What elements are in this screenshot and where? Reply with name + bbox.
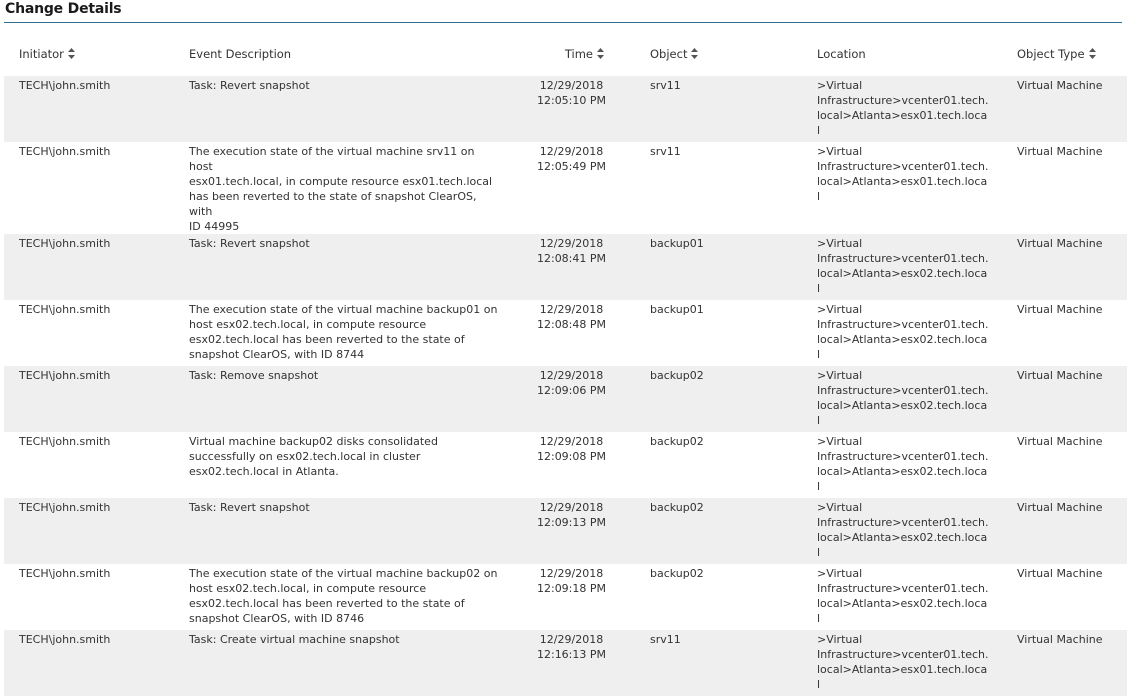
initiator-text: TECH\john.smith — [19, 567, 111, 580]
description-line: esx02.tech.local has been reverted to the state of — [189, 333, 465, 346]
table-row[interactable] — [4, 300, 1127, 366]
cell-object — [644, 630, 809, 696]
cell-location — [809, 498, 1009, 564]
initiator-text: TECH\john.smith — [19, 303, 111, 316]
date-text: 12/29/2018 — [539, 501, 604, 514]
cell-object — [644, 366, 809, 432]
initiator-text: TECH\john.smith — [19, 501, 111, 514]
sort-icon[interactable] — [1089, 48, 1096, 59]
description-line: Virtual machine backup02 disks consolidated — [189, 435, 438, 448]
cell-initiator — [4, 630, 189, 696]
cell-event-description — [189, 564, 499, 630]
cell-time — [499, 432, 644, 498]
table-header-row — [4, 32, 1127, 76]
description-line: host esx02.tech.local, in compute resource — [189, 318, 427, 331]
initiator-text: TECH\john.smith — [19, 633, 111, 646]
location-line: local>Atlanta>esx02.tech.loca — [817, 531, 988, 544]
location-line: Infrastructure>vcenter01.tech. — [817, 384, 989, 397]
object-type-text: Virtual Machine — [1017, 79, 1103, 92]
object-type-text: Virtual Machine — [1017, 145, 1103, 158]
description-line: esx02.tech.local in Atlanta. — [189, 465, 339, 478]
date-text: 12/29/2018 — [539, 435, 604, 448]
description-line: esx01.tech.local, in compute resource esx01.tech.local — [189, 175, 493, 188]
object-text: backup02 — [650, 435, 704, 448]
location-line: local>Atlanta>esx01.tech.loca — [817, 109, 988, 122]
cell-time — [499, 498, 644, 564]
cell-initiator — [4, 234, 189, 300]
description-line: ID 44995 — [189, 220, 240, 233]
cell-object-type — [1009, 300, 1127, 366]
time-text: 12:16:13 PM — [536, 648, 607, 661]
cell-event-description — [189, 498, 499, 564]
cell-location — [809, 300, 1009, 366]
location-line: l — [817, 546, 821, 559]
column-header-label: Location — [817, 47, 866, 61]
initiator-text: TECH\john.smith — [19, 435, 111, 448]
description-line: Task: Revert snapshot — [189, 501, 310, 514]
description-line: host esx02.tech.local, in compute resource — [189, 582, 427, 595]
date-text: 12/29/2018 — [539, 369, 604, 382]
column-header-label: Object — [650, 47, 688, 61]
cell-event-description — [189, 234, 499, 300]
cell-time — [499, 366, 644, 432]
cell-initiator — [4, 498, 189, 564]
location-line: local>Atlanta>esx02.tech.loca — [817, 597, 988, 610]
table-row[interactable] — [4, 564, 1127, 630]
cell-time — [499, 76, 644, 142]
time-text: 12:09:08 PM — [536, 450, 607, 463]
location-line: l — [817, 414, 821, 427]
column-header-time[interactable] — [499, 32, 644, 76]
cell-location — [809, 142, 1009, 234]
description-line: Task: Create virtual machine snapshot — [189, 633, 400, 646]
cell-event-description — [189, 76, 499, 142]
column-header-initiator[interactable] — [4, 32, 189, 76]
date-text: 12/29/2018 — [539, 79, 604, 92]
column-header-label: Time — [564, 47, 593, 61]
location-line: local>Atlanta>esx02.tech.loca — [817, 399, 988, 412]
date-text: 12/29/2018 — [539, 237, 604, 250]
cell-initiator — [4, 76, 189, 142]
change-details-table — [4, 32, 1127, 696]
cell-object — [644, 564, 809, 630]
object-type-text: Virtual Machine — [1017, 237, 1103, 250]
cell-time — [499, 300, 644, 366]
cell-object — [644, 498, 809, 564]
column-header-object-type[interactable] — [1009, 32, 1127, 76]
location-line: local>Atlanta>esx01.tech.loca — [817, 175, 988, 188]
location-line: l — [817, 612, 821, 625]
column-header-location — [809, 32, 1009, 76]
cell-location — [809, 234, 1009, 300]
cell-object-type — [1009, 76, 1127, 142]
time-text: 12:05:49 PM — [536, 160, 607, 173]
description-line: Task: Remove snapshot — [189, 369, 319, 382]
cell-event-description — [189, 432, 499, 498]
sort-icon[interactable] — [68, 48, 75, 59]
time-text: 12:09:18 PM — [536, 582, 607, 595]
table-row[interactable] — [4, 366, 1127, 432]
object-type-text: Virtual Machine — [1017, 303, 1103, 316]
object-text: backup02 — [650, 501, 704, 514]
object-text: backup02 — [650, 369, 704, 382]
location-line: Infrastructure>vcenter01.tech. — [817, 450, 989, 463]
location-line: Infrastructure>vcenter01.tech. — [817, 252, 989, 265]
location-line: l — [817, 190, 821, 203]
description-line: snapshot ClearOS, with ID 8744 — [189, 348, 365, 361]
object-text: backup01 — [650, 237, 704, 250]
date-text: 12/29/2018 — [539, 145, 604, 158]
location-line: >Virtual — [817, 237, 863, 250]
cell-object-type — [1009, 432, 1127, 498]
cell-event-description — [189, 630, 499, 696]
description-line: has been reverted to the state of snapshot ClearOS, with — [189, 190, 477, 218]
description-line: Task: Revert snapshot — [189, 237, 310, 250]
initiator-text: TECH\john.smith — [19, 145, 111, 158]
description-line: successfully on esx02.tech.local in cluster — [189, 450, 421, 463]
location-line: >Virtual — [817, 79, 863, 92]
location-line: Infrastructure>vcenter01.tech. — [817, 94, 989, 107]
cell-initiator — [4, 142, 189, 234]
title-divider — [4, 22, 1122, 23]
date-text: 12/29/2018 — [539, 633, 604, 646]
cell-object-type — [1009, 366, 1127, 432]
column-header-label: Event Description — [189, 47, 292, 61]
location-line: local>Atlanta>esx02.tech.loca — [817, 333, 988, 346]
cell-location — [809, 630, 1009, 696]
column-header-label: Object Type — [1017, 47, 1085, 61]
cell-object-type — [1009, 234, 1127, 300]
location-line: l — [817, 348, 821, 361]
location-line: local>Atlanta>esx02.tech.loca — [817, 465, 988, 478]
time-text: 12:09:06 PM — [536, 384, 607, 397]
description-line: The execution state of the virtual machine srv11 on host — [189, 145, 475, 173]
cell-location — [809, 432, 1009, 498]
cell-initiator — [4, 300, 189, 366]
location-line: l — [817, 124, 821, 137]
table-row[interactable] — [4, 234, 1127, 300]
object-type-text: Virtual Machine — [1017, 633, 1103, 646]
date-text: 12/29/2018 — [539, 303, 604, 316]
initiator-text: TECH\john.smith — [19, 79, 111, 92]
location-line: l — [817, 480, 821, 493]
table-row[interactable] — [4, 630, 1127, 696]
column-header-object[interactable] — [644, 32, 809, 76]
table-row[interactable] — [4, 432, 1127, 498]
location-line: >Virtual — [817, 435, 863, 448]
column-header-event-description — [189, 32, 499, 76]
cell-object-type — [1009, 564, 1127, 630]
cell-object-type — [1009, 498, 1127, 564]
page-title: Change Details — [5, 1, 122, 17]
cell-object — [644, 234, 809, 300]
location-line: >Virtual — [817, 369, 863, 382]
table-row[interactable] — [4, 498, 1127, 564]
object-text: srv11 — [650, 79, 681, 92]
location-line: Infrastructure>vcenter01.tech. — [817, 582, 989, 595]
cell-time — [499, 234, 644, 300]
time-text: 12:09:13 PM — [536, 516, 607, 529]
cell-initiator — [4, 564, 189, 630]
location-line: local>Atlanta>esx02.tech.loca — [817, 267, 988, 280]
description-line: esx02.tech.local has been reverted to the state of — [189, 597, 465, 610]
location-line: l — [817, 282, 821, 295]
column-header-label: Initiator — [19, 47, 64, 61]
object-type-text: Virtual Machine — [1017, 567, 1103, 580]
cell-object-type — [1009, 142, 1127, 234]
object-text: backup02 — [650, 567, 704, 580]
time-text: 12:05:10 PM — [536, 94, 607, 107]
cell-location — [809, 76, 1009, 142]
cell-object — [644, 142, 809, 234]
time-text: 12:08:48 PM — [536, 318, 607, 331]
description-line: The execution state of the virtual machine backup02 on — [189, 567, 498, 580]
table-row[interactable] — [4, 142, 1127, 234]
time-text: 12:08:41 PM — [536, 252, 607, 265]
object-text: srv11 — [650, 633, 681, 646]
sort-icon[interactable] — [691, 48, 698, 59]
cell-initiator — [4, 366, 189, 432]
table-row[interactable] — [4, 76, 1127, 142]
cell-time — [499, 564, 644, 630]
cell-object — [644, 432, 809, 498]
object-type-text: Virtual Machine — [1017, 501, 1103, 514]
cell-event-description — [189, 366, 499, 432]
initiator-text: TECH\john.smith — [19, 369, 111, 382]
cell-location — [809, 564, 1009, 630]
description-line: The execution state of the virtual machine backup01 on — [189, 303, 498, 316]
cell-event-description — [189, 142, 499, 234]
description-line: snapshot ClearOS, with ID 8746 — [189, 612, 365, 625]
object-type-text: Virtual Machine — [1017, 435, 1103, 448]
cell-object-type — [1009, 630, 1127, 696]
sort-icon[interactable] — [597, 48, 604, 59]
location-line: Infrastructure>vcenter01.tech. — [817, 516, 989, 529]
location-line: l — [817, 678, 821, 691]
date-text: 12/29/2018 — [539, 567, 604, 580]
cell-time — [499, 630, 644, 696]
location-line: >Virtual — [817, 501, 863, 514]
location-line: Infrastructure>vcenter01.tech. — [817, 318, 989, 331]
location-line: >Virtual — [817, 633, 863, 646]
location-line: >Virtual — [817, 145, 863, 158]
location-line: >Virtual — [817, 303, 863, 316]
initiator-text: TECH\john.smith — [19, 237, 111, 250]
description-line: Task: Revert snapshot — [189, 79, 310, 92]
location-line: >Virtual — [817, 567, 863, 580]
cell-initiator — [4, 432, 189, 498]
location-line: local>Atlanta>esx01.tech.loca — [817, 663, 988, 676]
cell-time — [499, 142, 644, 234]
cell-object — [644, 300, 809, 366]
cell-location — [809, 366, 1009, 432]
object-type-text: Virtual Machine — [1017, 369, 1103, 382]
cell-object — [644, 76, 809, 142]
object-text: backup01 — [650, 303, 704, 316]
location-line: Infrastructure>vcenter01.tech. — [817, 648, 989, 661]
cell-event-description — [189, 300, 499, 366]
object-text: srv11 — [650, 145, 681, 158]
location-line: Infrastructure>vcenter01.tech. — [817, 160, 989, 173]
